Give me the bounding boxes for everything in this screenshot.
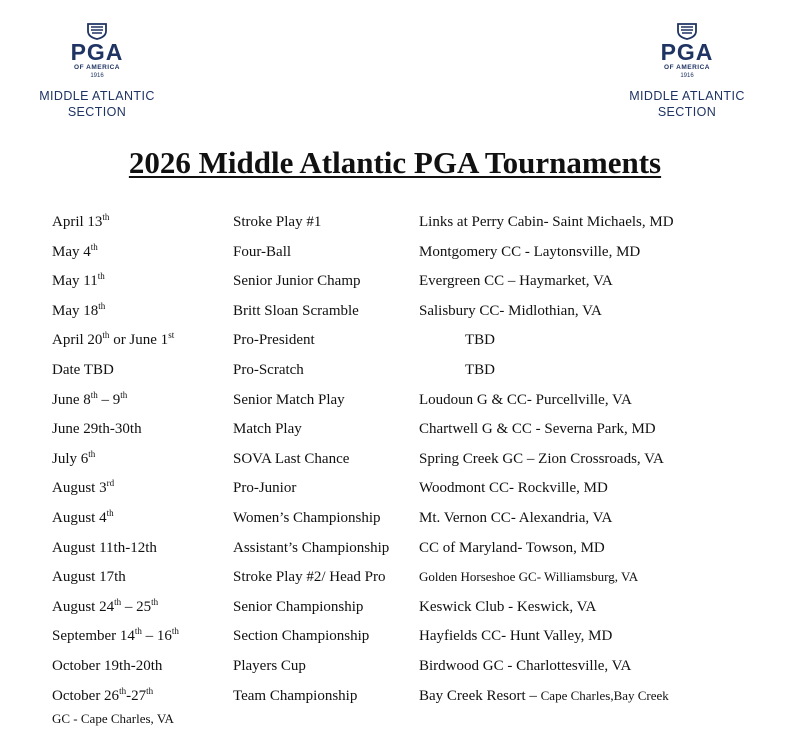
tournament-date: April 20th or June 1st [52,330,175,349]
tournament-date: May 4th [52,241,98,260]
schedule-row [0,596,790,629]
tournament-venue: Mt. Vernon CC- Alexandria, VA [419,509,613,526]
pga-logo-left [22,22,172,120]
tournament-event: Senior Match Play [233,391,345,408]
tournament-date: June 29th-30th [52,421,142,438]
tournament-date: August 4th [52,507,114,526]
pga-logo-right [612,22,762,120]
logo-of-america-text: OF AMERICA [74,64,120,71]
tournament-event: Pro-Scratch [233,361,304,378]
tournament-date: August 3rd [52,478,115,497]
tournament-venue: Spring Creek GC – Zion Crossroads, VA [419,450,664,467]
logo-year-text: 1916 [90,73,104,79]
tournament-venue: TBD [465,332,495,349]
schedule-row [0,448,790,481]
tournament-venue: Salisbury CC- Midlothian, VA [419,302,602,319]
logo-of-america-text: OF AMERICA [664,64,710,71]
tournament-event: Senior Junior Champ [233,273,361,290]
tournament-date: April 13th [52,212,110,230]
tournament-date: October 19th-20th [52,657,163,674]
pga-shield-icon [676,22,698,40]
tournament-event: Assistant’s Championship [233,539,390,556]
schedule-row [0,241,790,274]
tournament-venue: Keswick Club - Keswick, VA [419,598,597,615]
tournament-event: Section Championship [233,628,370,645]
tournament-venue: CC of Maryland- Towson, MD [419,539,605,556]
schedule-row [0,300,790,333]
schedule-row [0,214,790,244]
tournament-event: Match Play [233,421,302,438]
tournament-event: Senior Championship [233,598,364,615]
logo-section-line2: SECTION [67,105,127,119]
tournament-event: Pro-President [233,332,315,349]
tournament-event: Team Championship [233,687,358,704]
schedule-row [0,362,790,392]
tournament-venue: Hayfields CC- Hunt Valley, MD [419,628,613,645]
tournament-venue: Bay Creek Resort – Cape Charles,Bay Creek [419,687,669,704]
tournament-venue: Evergreen CC – Haymarket, VA [419,273,613,290]
schedule-row [0,480,790,510]
tournament-date: July 6th [52,448,96,467]
schedule-row [0,628,790,658]
pga-shield-icon [86,22,108,40]
tournament-date: August 24th – 25th [52,596,159,615]
logo-section-line2: SECTION [657,105,717,119]
logo-pga-text: PGA [70,39,124,65]
schedule-row [0,569,790,599]
schedule-row [0,540,790,570]
tournament-date: August 17th [52,569,126,586]
logo-year-text: 1916 [680,73,694,79]
schedule-row [0,332,790,362]
page-title: 2026 Middle Atlantic PGA Tournaments [128,145,662,180]
logo-section-line1: MIDDLE ATLANTIC [39,89,155,103]
logo-pga-text: PGA [660,39,714,65]
schedule-row [0,389,790,422]
tournament-venue: Birdwood GC - Charlottesville, VA [419,657,632,674]
venue-continuation: GC - Cape Charles, VA [52,711,174,726]
tournament-date: Date TBD [52,361,114,378]
tournament-event: SOVA Last Chance [233,450,350,467]
logo-section-line1: MIDDLE ATLANTIC [629,89,745,103]
tournament-date: August 11th-12th [52,539,157,556]
schedule-row [0,658,790,688]
tournament-event: Players Cup [233,657,306,674]
tournament-date: May 11th [52,271,105,290]
schedule-row [0,507,790,540]
tournament-venue: Loudoun G & CC- Purcellville, VA [419,391,632,408]
schedule-row [0,421,790,451]
tournament-venue: Woodmont CC- Rockville, MD [419,480,608,497]
tournament-event: Stroke Play #2/ Head Pro [233,569,386,586]
tournament-event: Pro-Junior [233,480,297,497]
tournament-event: Women’s Championship [233,509,381,526]
tournament-event: Britt Sloan Scramble [233,302,359,319]
tournament-venue: Golden Horseshoe GC- Williamsburg, VA [419,569,639,585]
tournament-event: Four-Ball [233,243,292,260]
tournament-venue: Links at Perry Cabin- Saint Michaels, MD [419,214,674,230]
tournament-venue: Montgomery CC - Laytonsville, MD [419,243,641,260]
tournament-schedule [0,214,790,717]
tournament-event: Stroke Play #1 [233,214,322,230]
tournament-date: September 14th – 16th [52,626,179,645]
tournament-date: May 18th [52,300,106,319]
tournament-date: October 26th-27th [52,685,154,704]
tournament-venue: TBD [465,361,495,378]
tournament-date: June 8th – 9th [52,389,128,408]
tournament-venue: Chartwell G & CC - Severna Park, MD [419,421,656,438]
schedule-row [0,273,790,303]
